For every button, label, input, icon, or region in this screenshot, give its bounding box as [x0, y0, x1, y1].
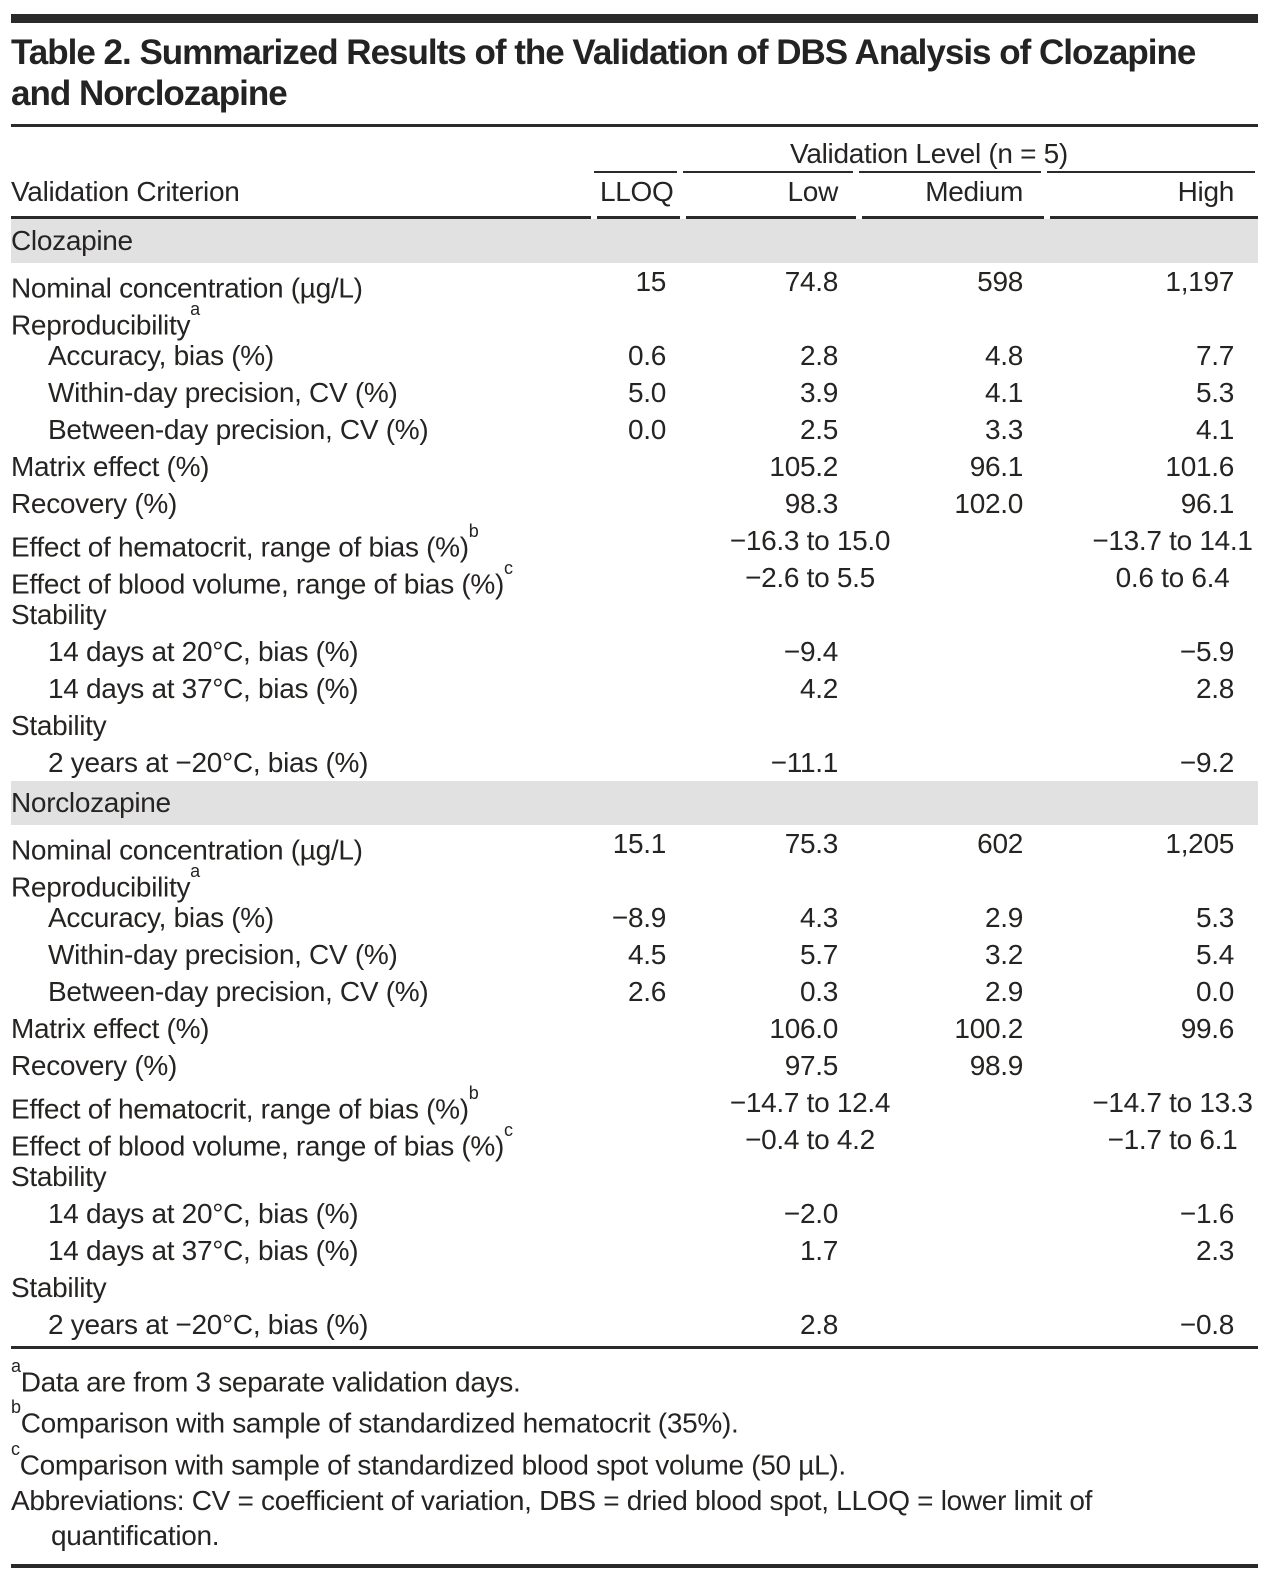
table-row [11, 374, 1258, 411]
row-label [11, 337, 600, 374]
footnote-b [11, 1399, 1258, 1440]
row-label [11, 521, 600, 563]
cell-value: 0.6 [627, 340, 666, 371]
table-row [11, 707, 1258, 744]
cell-value [600, 744, 684, 781]
header-rule [11, 216, 1258, 219]
row-label [11, 973, 600, 1010]
table-row [11, 485, 1258, 522]
table-row [11, 337, 1258, 374]
table-row [11, 670, 1258, 707]
row-label-sup: a [190, 299, 200, 319]
row-label-text: Stability [11, 1161, 107, 1192]
row-label-sup: b [468, 521, 479, 541]
cell-value: −8.9 [611, 902, 666, 933]
cell-value: 15.1 [612, 828, 666, 859]
cell-value: −13.7 to 14.1 [1092, 525, 1253, 556]
footnote-marker: c [11, 1438, 20, 1459]
row-label-text: Effect of blood volume, range of bias (%) [11, 568, 505, 600]
table-row [11, 1010, 1258, 1047]
row-label-text: Between-day precision, CV (%) [48, 976, 429, 1007]
cell-value: 4.1 [984, 377, 1023, 408]
row-label-text: Recovery (%) [11, 1050, 177, 1081]
row-label [11, 707, 600, 744]
column-header-lloq: LLOQ [600, 176, 674, 207]
cell-value [600, 1084, 684, 1121]
table-row [11, 744, 1258, 781]
column-header-low: Low [787, 176, 838, 207]
row-label [11, 899, 600, 936]
row-label-text: Within-day precision, CV (%) [48, 377, 398, 408]
row-label-text: Effect of hematocrit, range of bias (%) [11, 1093, 469, 1125]
cell-value: −1.7 to 6.1 [1107, 1124, 1238, 1155]
cell-value [600, 670, 684, 707]
cell-value: −1.6 [1179, 1198, 1234, 1229]
section-header-norclozapine: Norclozapine [11, 781, 1258, 825]
cell-value [600, 448, 684, 485]
cell-value [1041, 707, 1252, 744]
cell-value: 99.6 [1180, 1013, 1234, 1044]
cell-value: 2.9 [984, 976, 1023, 1007]
spanner-row [11, 127, 1258, 171]
row-label-text: Between-day precision, CV (%) [48, 414, 429, 445]
footnote-a [11, 1358, 1258, 1399]
section-header-clozapine: Clozapine [11, 219, 1258, 263]
row-label-text: Recovery (%) [11, 488, 177, 519]
cell-value [600, 707, 684, 744]
row-label [11, 1158, 600, 1195]
cell-value [684, 862, 856, 899]
row-label-sup: a [190, 861, 200, 881]
row-label-text: Stability [11, 1272, 107, 1303]
table-bottom-rule [11, 1564, 1258, 1568]
row-label [11, 558, 600, 600]
cell-value: 98.3 [784, 488, 838, 519]
cell-value: 1,197 [1165, 266, 1234, 297]
footnote-text: Comparison with sample of standardized hematocrit (35%). [20, 1407, 739, 1439]
cell-value [684, 300, 856, 337]
row-label-sup: c [504, 1120, 513, 1140]
row-label [11, 1195, 600, 1232]
cell-value: 2.8 [799, 340, 838, 371]
table-row [11, 825, 1258, 866]
row-label-text: Matrix effect (%) [11, 1013, 210, 1044]
cell-value: 598 [977, 266, 1023, 297]
cell-value: 0.6 to 6.4 [1115, 562, 1230, 593]
cell-value [600, 522, 684, 559]
row-label [11, 1232, 600, 1269]
cell-value: 4.8 [984, 340, 1023, 371]
cell-value: 2.9 [984, 902, 1023, 933]
row-label-text: Stability [11, 599, 107, 630]
cell-value [1041, 1269, 1252, 1306]
row-label [11, 1269, 600, 1306]
cell-value: 5.3 [1195, 902, 1234, 933]
table-row [11, 1047, 1258, 1084]
cell-value [600, 1306, 684, 1343]
cell-value [600, 633, 684, 670]
row-label-text: 14 days at 20°C, bias (%) [48, 1198, 359, 1229]
row-label-text: 14 days at 37°C, bias (%) [48, 673, 359, 704]
cell-value: 1,205 [1165, 828, 1234, 859]
cell-value: 7.7 [1195, 340, 1234, 371]
row-label [11, 825, 600, 866]
cell-value: 2.8 [799, 1309, 838, 1340]
table-row [11, 1269, 1258, 1306]
header-rule-seg [686, 216, 856, 219]
row-label [11, 936, 600, 973]
cell-value: −11.1 [770, 747, 838, 778]
table-row [11, 1083, 1258, 1125]
footnote-marker: b [11, 1397, 21, 1418]
cell-value: 3.2 [984, 939, 1023, 970]
cell-value [600, 1232, 684, 1269]
row-label [11, 1120, 600, 1162]
cell-value [600, 1158, 684, 1195]
cell-value: 4.2 [799, 673, 838, 704]
row-label [11, 670, 600, 707]
cell-value [856, 1195, 1041, 1232]
table-row [11, 1120, 1258, 1162]
spanner-spacer [11, 127, 600, 171]
cell-value [600, 1010, 684, 1047]
cell-value: 5.7 [799, 939, 838, 970]
cell-value [856, 1306, 1041, 1343]
footnote-c [11, 1438, 1258, 1482]
column-header-criterion: Validation Criterion [11, 176, 240, 207]
cell-value [1041, 1158, 1252, 1195]
cell-value [1041, 1047, 1252, 1084]
cell-value: 5.4 [1195, 939, 1234, 970]
table-title [11, 32, 1258, 114]
cell-value: 1.7 [799, 1235, 838, 1266]
cell-value: 96.1 [1180, 488, 1234, 519]
table-row [11, 936, 1258, 973]
abbreviations-note: Abbreviations: CV = coefficient of variation, DBS = dried blood spot, LLOQ = lower limit of quantification. [11, 1484, 1093, 1551]
table-row [11, 861, 1258, 903]
cell-value: 106.0 [769, 1013, 838, 1044]
cell-value: 3.3 [984, 414, 1023, 445]
row-label [11, 861, 600, 903]
cell-value: 98.9 [969, 1050, 1023, 1081]
cell-value [856, 744, 1041, 781]
column-header-medium: Medium [925, 176, 1023, 207]
cell-value: 4.1 [1195, 414, 1234, 445]
cell-value [600, 300, 684, 337]
cell-value: −2.0 [783, 1198, 838, 1229]
cell-value: 2.3 [1195, 1235, 1234, 1266]
cell-value: 75.3 [784, 828, 838, 859]
cell-value: −0.8 [1179, 1309, 1234, 1340]
row-label-text: Accuracy, bias (%) [48, 902, 274, 933]
column-header-high: High [1177, 176, 1234, 207]
row-label [11, 1083, 600, 1125]
cell-value: −14.7 to 12.4 [729, 1087, 891, 1118]
table-row [11, 1158, 1258, 1195]
row-label [11, 374, 600, 411]
footnotes [11, 1358, 1258, 1553]
cell-value [600, 596, 684, 633]
table-row [11, 899, 1258, 936]
cell-value [684, 596, 856, 633]
cell-value: 96.1 [969, 451, 1023, 482]
row-label [11, 448, 600, 485]
row-label [11, 263, 600, 304]
row-label-text: Reproducibility [11, 871, 191, 903]
cell-value [600, 862, 684, 899]
row-label-text: 14 days at 20°C, bias (%) [48, 636, 359, 667]
cell-value [684, 707, 856, 744]
header-rule-seg [862, 216, 1044, 219]
cell-value [856, 1269, 1041, 1306]
table-row [11, 558, 1258, 600]
row-label-text: Stability [11, 710, 107, 741]
cell-value [856, 862, 1041, 899]
cell-value: 105.2 [769, 451, 838, 482]
cell-value [856, 1232, 1041, 1269]
cell-value [600, 485, 684, 522]
cell-value: 2.8 [1195, 673, 1234, 704]
row-label-sup: c [504, 558, 513, 578]
row-label-sup: b [468, 1083, 479, 1103]
row-label [11, 1047, 600, 1084]
row-label [11, 411, 600, 448]
cell-value: 15 [635, 266, 666, 297]
cell-value: 5.0 [627, 377, 666, 408]
footnote-text: Comparison with sample of standardized blood spot volume (50 µL). [19, 1448, 846, 1480]
table-row [11, 411, 1258, 448]
cell-value [600, 559, 684, 596]
row-label-text: Effect of blood volume, range of bias (%) [11, 1130, 505, 1162]
footnote-marker: a [11, 1356, 21, 1376]
cell-value: 602 [977, 828, 1023, 859]
row-label-text: Within-day precision, CV (%) [48, 939, 398, 970]
cell-value: −9.4 [783, 636, 838, 667]
row-label-text: Matrix effect (%) [11, 451, 210, 482]
cell-value [1041, 862, 1252, 899]
table-title-line-1: Table 2. Summarized Results of the Validation of DBS Analysis of Clozapine [11, 33, 1196, 72]
cell-value [856, 300, 1041, 337]
cell-value: 3.9 [799, 377, 838, 408]
cell-value: 74.8 [784, 266, 838, 297]
row-label-text: Reproducibility [11, 309, 191, 341]
row-label-text: Nominal concentration (µg/L) [11, 272, 363, 304]
table-row [11, 521, 1258, 563]
row-label-text: 14 days at 37°C, bias (%) [48, 1235, 359, 1266]
row-label-text: Nominal concentration (µg/L) [11, 834, 363, 866]
cell-value: 2.6 [627, 976, 666, 1007]
cell-value: 97.5 [784, 1050, 838, 1081]
cell-value [856, 596, 1041, 633]
cell-value: 4.5 [627, 939, 666, 970]
cell-value: 100.2 [954, 1013, 1023, 1044]
cell-value: −2.6 to 5.5 [745, 562, 875, 593]
cell-value: 5.3 [1195, 377, 1234, 408]
cell-value [600, 1269, 684, 1306]
cell-value: 4.3 [799, 902, 838, 933]
table-row [11, 448, 1258, 485]
row-label-text: 2 years at −20°C, bias (%) [48, 1309, 369, 1340]
row-label-text: 2 years at −20°C, bias (%) [48, 747, 369, 778]
cell-value [684, 1269, 856, 1306]
cell-value: 102.0 [954, 488, 1023, 519]
cell-value [600, 1195, 684, 1232]
header-rule-seg [597, 216, 680, 219]
cell-value: 2.5 [799, 414, 838, 445]
table-row [11, 633, 1258, 670]
row-label [11, 596, 600, 633]
column-header-row [11, 173, 1258, 211]
table-title-line-2: and Norclozapine [11, 74, 287, 113]
cell-value [856, 1158, 1041, 1195]
header-rule-seg [1050, 216, 1258, 219]
cell-value: −5.9 [1179, 636, 1234, 667]
table-row [11, 1232, 1258, 1269]
table-row [11, 299, 1258, 341]
table-top-bar [11, 14, 1258, 23]
cell-value [856, 707, 1041, 744]
footnote-text: Data are from 3 separate validation days. [20, 1366, 521, 1398]
cell-value: 0.0 [1195, 976, 1234, 1007]
row-label [11, 485, 600, 522]
cell-value: 101.6 [1165, 451, 1234, 482]
cell-value [600, 1047, 684, 1084]
row-label [11, 299, 600, 341]
cell-value: −16.3 to 15.0 [729, 525, 891, 556]
table-row [11, 263, 1258, 304]
cell-value [856, 670, 1041, 707]
paper-table [11, 14, 1258, 1568]
table-row [11, 973, 1258, 1010]
validation-level-spanner: Validation Level (n = 5) [790, 138, 1068, 169]
cell-value: −9.2 [1179, 747, 1234, 778]
cell-value [684, 1158, 856, 1195]
row-label [11, 1010, 600, 1047]
cell-value [1041, 596, 1252, 633]
row-label-text: Effect of hematocrit, range of bias (%) [11, 531, 469, 563]
cell-value: −0.4 to 4.2 [745, 1124, 875, 1155]
footer-rule [11, 1346, 1258, 1349]
row-label [11, 633, 600, 670]
cell-value [1041, 300, 1252, 337]
cell-value: 0.0 [627, 414, 666, 445]
table-row [11, 1306, 1258, 1343]
table-row [11, 1195, 1258, 1232]
cell-value: −14.7 to 13.3 [1092, 1087, 1253, 1118]
table-row [11, 596, 1258, 633]
row-label-text: Accuracy, bias (%) [48, 340, 274, 371]
cell-value [600, 1121, 684, 1158]
cell-value: 0.3 [799, 976, 838, 1007]
cell-value [856, 633, 1041, 670]
row-label [11, 1306, 600, 1343]
row-label [11, 744, 600, 781]
